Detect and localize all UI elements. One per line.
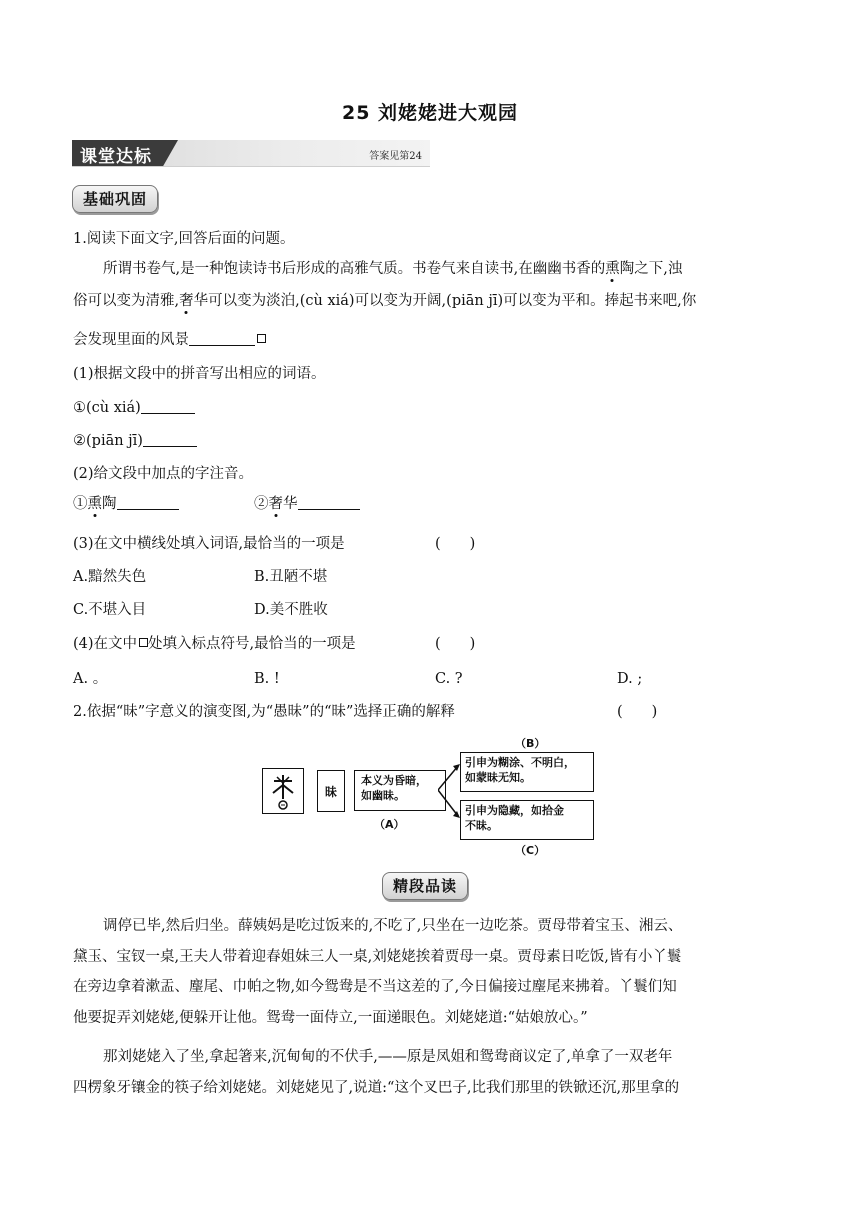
dotted-char: 熏 <box>605 261 620 277</box>
dotted-char: 奢 <box>268 496 283 512</box>
q1-sub3-option-c[interactable]: C.不堪入目 <box>73 602 147 618</box>
passage-text: 俗可以变为清雅, <box>73 293 180 309</box>
reading-p1-line1: 调停已毕,然后归坐。薛姨妈是吃过饭来的,不吃了,只坐在一边吃茶。贾母带着宝玉、湘云、 <box>103 918 683 934</box>
q1-passage-line3 <box>73 330 266 350</box>
box-b <box>460 752 594 792</box>
box-c-line2: 不昧。 <box>465 819 498 832</box>
answer-blank[interactable] <box>189 331 255 346</box>
q2-answer-paren[interactable]: ( ) <box>617 704 658 720</box>
mei-evolution-diagram <box>262 734 598 860</box>
q1-sub4-option-d[interactable]: D. ; <box>617 671 643 687</box>
q1-sub1: (1)根据文段中的拼音写出相应的词语。 <box>73 366 326 382</box>
q1-sub1-a <box>73 398 195 418</box>
banner-label: 课堂达标 <box>80 147 152 167</box>
q1-sub3-option-b[interactable]: B.丑陋不堪 <box>254 569 328 585</box>
q1-sub4-option-b[interactable]: B. ! <box>254 671 280 687</box>
passage-text: 会发现里面的风景 <box>73 332 189 348</box>
sub2-a-word: 陶 <box>102 496 117 512</box>
q1-sub3-answer-paren[interactable]: ( ) <box>435 536 476 552</box>
reading-p1-line3: 在旁边拿着漱盂、麈尾、巾帕之物,如今鸳鸯是不当这差的了,今日偏接过麈尾来拂着。丫鬟们知 <box>73 979 677 995</box>
q1-sub4 <box>73 634 356 654</box>
label-a: （A） <box>374 818 405 831</box>
q1-sub2-b <box>254 494 360 514</box>
label-c: （C） <box>515 844 546 857</box>
box-a <box>354 770 446 811</box>
q1-sub2: (2)给文段中加点的字注音。 <box>73 466 254 482</box>
section-banner <box>72 140 430 166</box>
reading-p1-line2: 黛玉、宝钗一桌,王夫人带着迎春姐妹三人一桌,刘姥姥挨着贾母一桌。贾母素日吃饭,皆有小丫鬟 <box>73 949 682 965</box>
q1-sub3-option-a[interactable]: A.黯然失色 <box>73 569 147 585</box>
q1-sub4-answer-paren[interactable]: ( ) <box>435 636 476 652</box>
modern-char: 昧 <box>324 784 337 799</box>
q1-passage-line1 <box>103 259 682 279</box>
section-tag-label: 基础巩固 <box>72 185 158 213</box>
box-a-line1: 本义为昏暗， <box>361 774 427 787</box>
label-b: （B） <box>515 737 546 750</box>
sub2-b-prefix: ② <box>254 496 269 512</box>
sub2-b-word: 华 <box>283 496 298 512</box>
q1-sub3: (3)在文中横线处填入词语,最恰当的一项是 <box>73 536 345 552</box>
sub4-text-end: 处填入标点符号,最恰当的一项是 <box>148 636 356 652</box>
dotted-char: 奢 <box>179 293 194 309</box>
ancient-glyph-box <box>262 768 304 814</box>
reading-p2-line2: 四楞象牙镶金的筷子给刘姥姥。刘姥姥见了,说道:“这个叉巴子,比我们那里的铁锨还沉,那里拿的 <box>73 1080 680 1096</box>
passage-text: 陶之下,浊 <box>619 261 683 277</box>
punctuation-box <box>139 638 148 647</box>
ancient-glyph-icon <box>263 769 303 813</box>
q1-sub3-option-d[interactable]: D.美不胜收 <box>254 602 328 618</box>
box-b-line1: 引申为糊涂、不明白， <box>465 756 575 769</box>
answer-blank[interactable] <box>117 495 179 510</box>
q1-sub4-option-c[interactable]: C. ? <box>435 671 463 687</box>
sub1-a-label: ①(cù xiá) <box>73 400 141 416</box>
q1-stem: 1.阅读下面文字,回答后面的问题。 <box>73 231 295 247</box>
box-c-line1: 引申为隐藏，如拾金 <box>465 804 564 817</box>
section-tag-basic <box>72 185 158 213</box>
page-title: 25 刘姥姥进大观园 <box>341 102 519 124</box>
passage-text: 所谓书卷气,是一种饱读诗书后形成的高雅气质。书卷气来自读书,在幽幽书香的 <box>103 261 606 277</box>
answer-blank[interactable] <box>143 432 197 447</box>
sub4-text-start: (4)在文中 <box>73 636 138 652</box>
q1-sub2-a <box>73 494 179 514</box>
box-a-line2: 如幽昧。 <box>361 789 405 802</box>
box-b-line2: 如蒙昧无知。 <box>465 771 531 784</box>
dotted-char: 熏 <box>87 496 102 512</box>
answer-reference: 答案见第24 <box>369 151 422 162</box>
punctuation-box <box>257 334 266 343</box>
q1-passage-line2 <box>73 291 696 311</box>
q1-sub1-b <box>73 431 197 451</box>
q2-stem: 2.依据“昧”字意义的演变图,为“愚昧”的“昧”选择正确的解释 <box>73 704 455 720</box>
box-c <box>460 800 594 840</box>
section-tag-reading <box>382 872 468 900</box>
branch-arrows <box>438 754 462 830</box>
section-tag-label: 精段品读 <box>382 872 468 900</box>
sub2-a-prefix: ① <box>73 496 88 512</box>
reading-p2-line1: 那刘姥姥入了坐,拿起箸来,沉甸甸的不伏手,——原是凤姐和鸳鸯商议定了,单拿了一双老年 <box>103 1049 673 1065</box>
q1-sub4-option-a[interactable]: A. 。 <box>73 671 108 687</box>
reading-p1-line4: 他要捉弄刘姥姥,便躲开让他。鸳鸯一面侍立,一面递眼色。刘姥姥道:“姑娘放心。” <box>73 1010 588 1026</box>
modern-char-box <box>317 770 345 812</box>
passage-text: 华可以变为淡泊,(cù xiá)可以变为开阔,(piān jī)可以变为平和。捧起书来吧,你 <box>193 293 697 309</box>
answer-blank[interactable] <box>141 399 195 414</box>
answer-blank[interactable] <box>298 495 360 510</box>
sub1-b-label: ②(piān jī) <box>73 433 143 449</box>
